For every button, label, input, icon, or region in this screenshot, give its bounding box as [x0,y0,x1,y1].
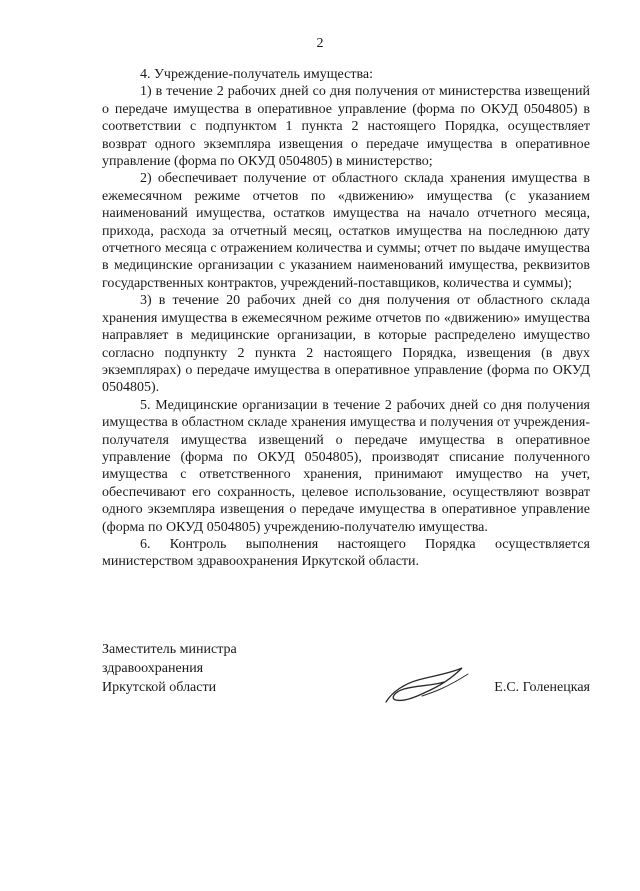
signatory-title-line-1: Заместитель министра [102,642,237,657]
paragraph-item-2: 2) обеспечивает получение от областного склада хранения имущества в ежемесячном режиме отчетов по «движению» имущества (с указанием наименований имущества, остатков имущества на начало отчетного месяца, прихода, расхода за отчетный месяц, остатков имущества на последнюю дату отчетного месяца с отражением количества и суммы; отчет по выдаче имущества в медицинские организации с указанием наименований имущества, реквизитов государственных контрактов, учреждений-поставщиков, количества и суммы); [102,171,590,291]
paragraph-item-1: 1) в течение 2 рабочих дней со дня получения от министерства извещений о передаче имущества в оперативное управление (форма по ОКУД 0504805) в соответствии с подпунктом 1 пункта 2 настоящего Порядка, осуществляет возврат одного экземпляра извещения о передаче имущества в оперативное управление (форма по ОКУД 0504805) в министерство; [102,84,590,170]
handwritten-signature [382,662,472,712]
paragraph-section-6: 6. Контроль выполнения настоящего Порядка осуществляется министерством здравоохранения Иркутской области. [102,536,590,570]
paragraph-section-4-heading: 4. Учреждение-получатель имущества: [140,67,373,82]
page-number: 2 [316,36,324,51]
paragraph-section-5: 5. Медицинские организации в течение 2 рабочих дней со дня получения имущества в областном складе хранения имущества и получения от учреждения-получателя имущества извещений о передаче имущества в оперативное управление (форма по ОКУД 0504805), производят списание полученного имущества с ответственного хранения, принимают имущество на учет, обеспечивают его сохранность, целевое использование, осуществляют возврат одного экземпляра извещения о передаче имущества в оперативное управление (форма по ОКУД 0504805) учреждению-получателю имущества. [102,397,590,535]
signatory-title-line-3: Иркутской области [102,680,217,695]
signatory-title-line-2: здравоохранения [102,661,204,676]
document-body [102,66,590,571]
paragraph-item-3: 3) в течение 20 рабочих дней со дня получения от областного склада хранения имущества в ежемесячном режиме отчетов по «движению» имущества направляет в медицинские организации, в которые распределено имущество согласно подпункту 2 пункта 2 настоящего Порядка, извещения (в двух экземплярах) о передаче имущества в оперативное управление (форма по ОКУД 0504805). [102,293,590,396]
signature-block [102,640,590,710]
signatory-name: Е.С. Голенецкая [494,680,590,695]
